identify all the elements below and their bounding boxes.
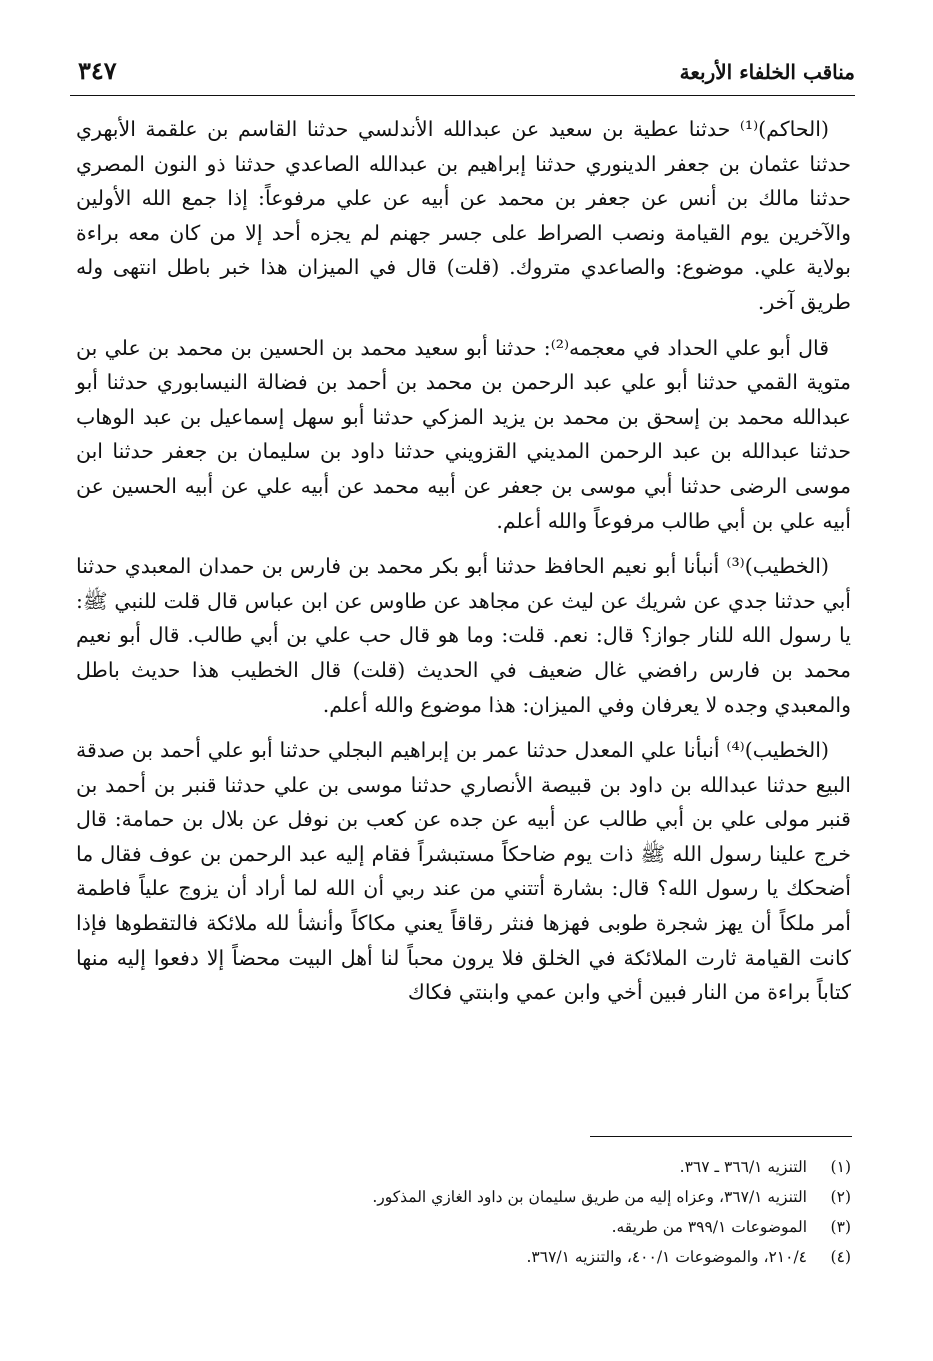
paragraph-khatib-2: (الخطيب)⁽⁴⁾ أنبأنا علي المعدل حدثنا عمر بن إبراهيم البجلي حدثنا أبو علي أحمد بن صدقة البيع حدثنا عبدالله بن داود بن قبيصة الأنصاري حدثنا موسى بن علي حدثنا قنبر بن أحمد بن قنبر مولى علي بن أبي طالب عن أبيه عن جده عن كعب بن نوفل عن بلال بن حمامة: قال خرج علينا رسول الله ﷺ ذات يوم ضاحكاً مستبشراً فقام إليه عبد الرحمن بن عوف فقال ما أضحكك يا رسول الله؟ قال: بشارة أتتني من عند ربي أن الله لما أراد أن يزوج علياً فاطمة أمر ملكاً أن يهز شجرة طوبى فهزها فنثر رقاقاً يعني مكاكاً وأنشأ لله ملائكة فالتقطوها فإذا كانت القيامة ثارت الملائكة في الخلق فلا يرون محباً لنا أهل البيت محضاً إلا دفعوا إليه منها كتاباً براءة من النار فبين أخي وابن عمي وابنتي فكاك: [76, 738, 851, 1005]
paragraph-hakim: (الحاكم)⁽¹⁾ حدثنا عطية بن سعيد عن عبدالله الأندلسي حدثنا القاسم بن علقمة الأبهري حدثنا عثمان بن جعفر الدينوري حدثنا إبراهيم بن عبدالله الصاعدي حدثنا ذو النون المصري حدثنا مالك بن أنس عن جعفر بن محمد عن أبيه عن علي مرفوعاً: إذا جمع الله الأولين والآخرين يوم القيامة ونصب الصراط على جسر جهنم لم يجزه أحد إلا من كان معه براءة بولاية علي. موضوع: والصاعدي متروك. (قلت) قال في الميزان هذا خبر باطل انتهى وله طريق آخر.: [76, 117, 851, 314]
footnote-number: (٤): [830, 1248, 851, 1266]
footnote-number: (١): [830, 1158, 851, 1176]
footnote-item: [76, 1242, 851, 1272]
footnote-divider: [590, 1136, 852, 1137]
page-number: ٣٤٧: [78, 56, 117, 85]
running-header: [70, 52, 855, 92]
footnotes: [76, 1152, 851, 1272]
footnote-text: ٢١٠/٤، والموضوعات ٤٠٠/١، والتنزيه ٣٦٧/١.: [526, 1248, 807, 1266]
main-text: [76, 112, 851, 1021]
footnote-item: [76, 1152, 851, 1182]
paragraph-haddad: قال أبو علي الحداد في معجمه⁽²⁾: حدثنا أبو سعيد محمد بن الحسين بن محمد بن علي بن متوية القمي حدثنا أبو علي عبد الرحمن بن محمد بن أحمد بن فضالة النيسابوري حدثنا أبو عبدالله محمد بن إسحق بن محمد بن يزيد المزكي حدثنا أبو سهل إسماعيل بن عبد الوهاب حدثنا عبدالله بن عبد الرحمن المديني القزويني حدثنا داود بن سليمان بن جعفر حدثنا ابن موسى الرضى حدثنا أبي موسى بن جعفر عن أبيه محمد عن أبيه علي عن أبيه الحسين عن أبيه علي بن أبي طالب مرفوعاً والله أعلم.: [76, 335, 851, 533]
header-title: مناقب الخلفاء الأربعة: [679, 60, 855, 84]
footnote-number: (٢): [830, 1188, 851, 1206]
header-divider: [70, 95, 855, 96]
footnote-text: الموضوعات ٣٩٩/١ من طريقه.: [611, 1218, 807, 1236]
footnote-number: (٣): [830, 1218, 851, 1236]
paragraph-khatib-1: (الخطيب)⁽³⁾ أنبأنا أبو نعيم الحافظ حدثنا أبو بكر محمد بن فارس بن حمدان المعبدي حدثنا أبي حدثنا جدي عن شريك عن ليث عن مجاهد عن طاوس عن ابن عباس قال قلت للنبي ﷺ: يا رسول الله للنار جواز؟ قال: نعم. قلت: وما هو قال حب علي بن أبي طالب. قال أبو نعيم محمد بن فارس رافضي غال ضعيف في الحديث (قلت) قال الخطيب هذا حديث باطل والمعبدي وجده لا يعرفان وفي الميزان: هذا موضوع والله أعلم.: [76, 554, 851, 717]
footnote-item: [76, 1212, 851, 1242]
footnote-text: التنزيه ٣٦٦/١ ـ ٣٦٧.: [679, 1158, 807, 1176]
footnote-text: التنزيه ٣٦٧/١، وعزاه إليه من طريق سليمان بن داود الغازي المذكور.: [372, 1188, 807, 1206]
footnote-item: [76, 1182, 851, 1212]
